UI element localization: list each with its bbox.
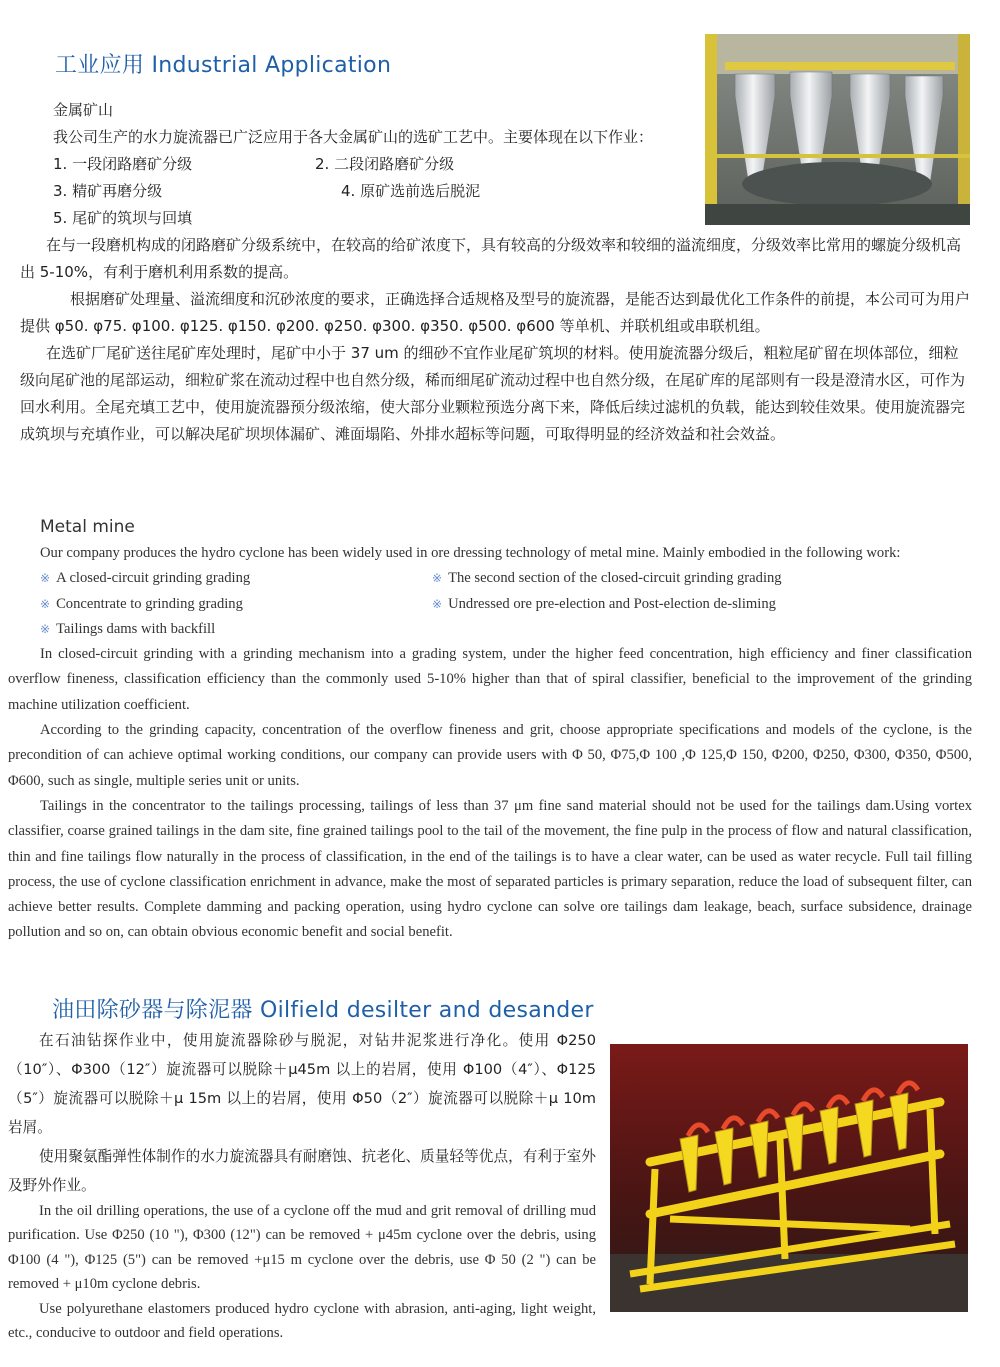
oilfield-paragraph-en-2: Use polyurethane elastomers produced hydro cyclone with abrasion, anti-aging, light weight, etc., conducive to outdoor and field operations.	[8, 1300, 596, 1342]
bullet-item: ※ Undressed ore pre-election and Post-election de-sliming	[432, 592, 972, 617]
section-title-industrial-application: 工业应用 Industrial Application	[55, 53, 392, 78]
subtitle-metal-mine-cn: 金属矿山	[53, 101, 114, 119]
bullet-item: ※ Concentrate to grinding grading	[40, 592, 432, 617]
list-item: 1. 一段闭路磨矿分级	[53, 155, 193, 173]
bullet-item: ※ The second section of the closed-circuit grinding grading	[432, 566, 972, 591]
bullet-item: ※ A closed-circuit grinding grading	[40, 566, 432, 591]
list-item: 3. 精矿再磨分级	[53, 182, 163, 200]
metal-mine-paragraph-3: Tailings in the concentrator to the tailings processing, tailings of less than 37 μm fine sand material should not be used for the tailings dam.Using vortex classifier, coarse grained tailings in the dam site, fine grained tailings pool to the tail of the movement, the fine pulp in the process of flow and natural classification, thin and fine tailings flow naturally in the process of classification, in the end of the tailings is to have a clear water, can be used as water recycle. Full tail filling process, the use of cyclone classification enrichment in advance, make the most of separated particles is primary separation, reduce the load of subsequent filter, can achieve better results. Complete damming and packing operation, using hydro cyclone can solve ore tailings dam leakage, beach, surface subsidence, drainage pollution and so on, can obtain obvious economic benefit and social benefit.	[8, 797, 972, 941]
metal-mine-intro: Our company produces the hydro cyclone has been widely used in ore dressing technology of metal mine. Mainly embodied in the following work:	[40, 545, 901, 561]
hydrocyclone-cluster-photo	[705, 34, 970, 225]
oilfield-paragraph-cn-2: 使用聚氨酯弹性体制作的水力旋流器具有耐磨蚀、抗老化、质量轻等优点，有利于室外及野外作业。	[8, 1148, 596, 1194]
cn-intro-block	[53, 97, 703, 232]
list-item: 5. 尾矿的筑坝与回填	[53, 209, 193, 227]
intro-cn: 我公司生产的水力旋流器已广泛应用于各大金属矿山的选矿工艺中。主要体现在以下作业：	[53, 128, 654, 146]
oilfield-cn-text	[8, 1026, 596, 1200]
paragraph-cn-3: 在选矿厂尾矿送往尾矿库处理时，尾矿中小于 37 um 的细砂不宜作业尾矿筑坝的材料。使用旋流器分级后，粗粒尾矿留在坝体部位，细粒级向尾矿池的尾部运动，细粒矿浆在流动过程中也自然分级，稀而细尾矿流动过程中也自然分级，在尾矿库的尾部则有一段是澄清水区，可作为回水利用。全尾充填工艺中，使用旋流器预分级浓缩，使大部分业颗粒预选分离下来，降低后续过滤机的负载，能达到较佳效果。使用旋流器完成筑坝与充填作业，可以解决尾矿坝坝体漏矿、滩面塌陷、外排水超标等问题，可取得明显的经济效益和社会效益。	[20, 344, 966, 443]
oilfield-paragraph-en-1: In the oil drilling operations, the use of a cyclone off the mud and grit removal of drilling mud purification. Use Φ250 (10 "), Φ300 (12") can be removed + μ45m cyclone over the debris, using Φ100 (4 "), Φ125 (5") can be removed +μ15 m cyclone over the debris, use Φ 50 (2 ") can be removed + μ10m cyclone debris.	[8, 1203, 596, 1293]
oilfield-paragraph-cn-1: 在石油钻探作业中，使用旋流器除砂与脱泥，对钻井泥浆进行净化。使用 Φ250（10″）、Φ300（12″）旋流器可以脱除＋μ45m 以上的岩屑，使用 Φ100（4″）、Φ125（5″）旋流器可以脱除＋μ 15m 以上的岩屑，使用 Φ50（2″）旋流器可以脱除＋μ 10m 岩屑。	[8, 1032, 596, 1136]
desilter-photo	[610, 1044, 968, 1312]
metal-mine-paragraph-2: According to the grinding capacity, concentration of the overflow fineness and grit, choose appropriate specifications and models of the cyclone, is the precondition of can achieve optimal working conditions, our company can provide users with Φ 50, Φ75,Φ 100 ,Φ 125,Φ 150, Φ200, Φ250, Φ300, Φ350, Φ500, Φ600, such as single, multiple series unit or units.	[8, 722, 972, 789]
list-item: 2. 二段闭路磨矿分级	[315, 155, 455, 173]
cn-body-block	[20, 232, 972, 448]
metal-mine-text	[8, 541, 972, 946]
metal-mine-paragraph-1: In closed-circuit grinding with a grinding mechanism into a grading system, under the higher feed concentration, high efficiency and finer classification overflow fineness, classification efficiency than the commonly used 5-10% higher than that of spiral classifier, beneficial to the improvement of the grinding machine utilization coefficient.	[8, 646, 972, 713]
metal-mine-title: Metal mine	[40, 517, 135, 537]
list-item: 4. 原矿选前选后脱泥	[341, 182, 481, 200]
paragraph-cn-1: 在与一段磨机构成的闭路磨矿分级系统中，在较高的给矿浓度下，具有较高的分级效率和较细的溢流细度，分级效率比常用的螺旋分级机高出 5-10%，有利于磨机利用系数的提高。	[20, 236, 962, 281]
oilfield-en-text	[8, 1199, 596, 1345]
bullet-item: ※ Tailings dams with backfill	[40, 617, 432, 642]
paragraph-cn-2: 根据磨矿处理量、溢流细度和沉砂浓度的要求，正确选择合适规格及型号的旋流器，是能否达到最优化工作条件的前提，本公司可为用户提供 φ50. φ75. φ100. φ125. φ150. φ200. φ250. φ300. φ350. φ500. φ600 等单机、并联机组或串联机组。	[20, 290, 971, 335]
section-title-oilfield: 油田除砂器与除泥器 Oilfield desilter and desander	[52, 998, 594, 1023]
